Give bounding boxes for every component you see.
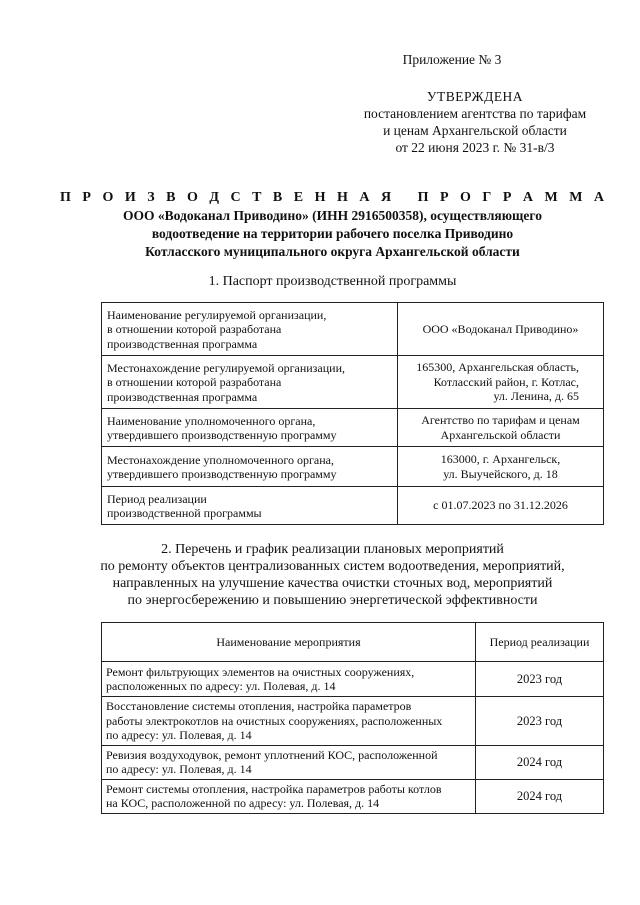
table-row (102, 697, 604, 746)
table-row (102, 447, 604, 487)
label-line: производственная программа (107, 389, 258, 404)
heading-line: по ремонту объектов централизованных систем водоотведения, мероприятий, (100, 559, 565, 574)
section1-heading: 1. Паспорт производственной программы (208, 274, 457, 289)
passport-value (398, 303, 604, 356)
column-header-period: Период реализации (476, 623, 604, 662)
table-row (102, 356, 604, 409)
name-line: Ремонт фильтрующих элементов на очистных сооружениях, (106, 664, 415, 679)
name-line: Ремонт системы отопления, настройка параметров работы котлов (106, 781, 442, 796)
label-line: Местонахождение регулируемой организации, (107, 360, 346, 375)
value-line: Архангельской области (440, 427, 561, 442)
measure-name (102, 779, 476, 813)
passport-label (102, 447, 398, 487)
appendix-number: Приложение № 3 (402, 52, 502, 67)
label-line: производственной программы (107, 506, 262, 520)
heading-line: направленных на улучшение качества очистки сточных вод, мероприятий (112, 576, 553, 591)
label-line: утвердившего производственную программу (107, 467, 337, 481)
table-row (102, 779, 604, 813)
title-line: водоотведение на территории рабочего поселка Приводино (151, 226, 514, 241)
approval-date-line: от 22 июня 2023 г. № 31-в/3 (395, 140, 555, 155)
label-line: в отношении которой разработана (107, 375, 282, 390)
name-line: расположенных по адресу: ул. Полевая, д. 14 (106, 679, 336, 693)
passport-table (101, 302, 604, 525)
measures-table (101, 622, 604, 814)
value-line: с 01.07.2023 по 31.12.2026 (433, 498, 568, 513)
value-line: Агентство по тарифам и ценам (421, 413, 580, 427)
table-row (102, 662, 604, 697)
name-line: по адресу: ул. Полевая, д. 14 (106, 728, 252, 742)
name-line: Ревизия воздуходувок, ремонт уплотнений КОС, расположенной (106, 747, 438, 762)
document-title (60, 189, 609, 261)
value-line: ООО «Водоканал Приводино» (422, 321, 579, 336)
title-program: П Р О И З В О Д С Т В Е Н Н А Я П Р О Г Р А М М А (60, 190, 609, 205)
section2-heading (60, 541, 605, 609)
label-line: Наименование уполномоченного органа, (107, 413, 316, 428)
table-row (102, 745, 604, 779)
approval-block (330, 88, 620, 156)
value-line: Котласский район, г. Котлас, (433, 374, 579, 389)
value-line: 163000, г. Архангельск, (440, 452, 561, 466)
table-row (102, 303, 604, 356)
measure-period: 2023 год (476, 697, 604, 746)
value-line: 165300, Архангельская область, (416, 360, 579, 375)
passport-label (102, 487, 398, 525)
title-line: Котласского муниципального округа Архангельской области (145, 244, 520, 259)
passport-value (398, 356, 604, 409)
passport-label (102, 303, 398, 356)
passport-value (398, 487, 604, 525)
measure-name (102, 697, 476, 746)
measure-name (102, 662, 476, 697)
passport-value (398, 447, 604, 487)
title-line: ООО «Водоканал Приводино» (ИНН 2916500358), осуществляющего (123, 208, 542, 223)
name-line: по адресу: ул. Полевая, д. 14 (106, 762, 252, 776)
measure-period: 2024 год (476, 779, 604, 813)
name-line: на КОС, расположенной по адресу: ул. Полевая, д. 14 (106, 796, 380, 810)
name-line: Восстановление системы отопления, настройка параметров (106, 699, 412, 713)
approval-heading: УТВЕРЖДЕНА (426, 89, 524, 104)
approval-line: постановлением агентства по тарифам (363, 106, 587, 121)
passport-label (102, 409, 398, 447)
approval-line: и ценам Архангельской области (383, 123, 567, 138)
measure-period: 2023 год (476, 662, 604, 697)
heading-line: 2. Перечень и график реализации плановых мероприятий (161, 542, 504, 557)
label-line: в отношении которой разработана (107, 322, 282, 337)
label-line: производственная программа (107, 336, 258, 351)
label-line: Период реализации (107, 491, 207, 506)
label-line: Наименование регулируемой организации, (107, 307, 327, 322)
column-header-name: Наименование мероприятия (102, 623, 476, 662)
label-line: утвердившего производственную программу (107, 428, 337, 442)
table-row (102, 409, 604, 447)
label-line: Местонахождение уполномоченного органа, (107, 452, 334, 467)
measure-name (102, 745, 476, 779)
table-header-row (102, 623, 604, 662)
value-line: ул. Ленина, д. 65 (493, 389, 579, 404)
value-line: ул. Выучейского, д. 18 (443, 466, 558, 481)
heading-line: по энергосбережению и повышению энергетической эффективности (127, 593, 538, 608)
name-line: работы электрокотлов на очистных сооружениях, расположенных (106, 713, 443, 728)
table-row (102, 487, 604, 525)
passport-label (102, 356, 398, 409)
measure-period: 2024 год (476, 745, 604, 779)
passport-value (398, 409, 604, 447)
